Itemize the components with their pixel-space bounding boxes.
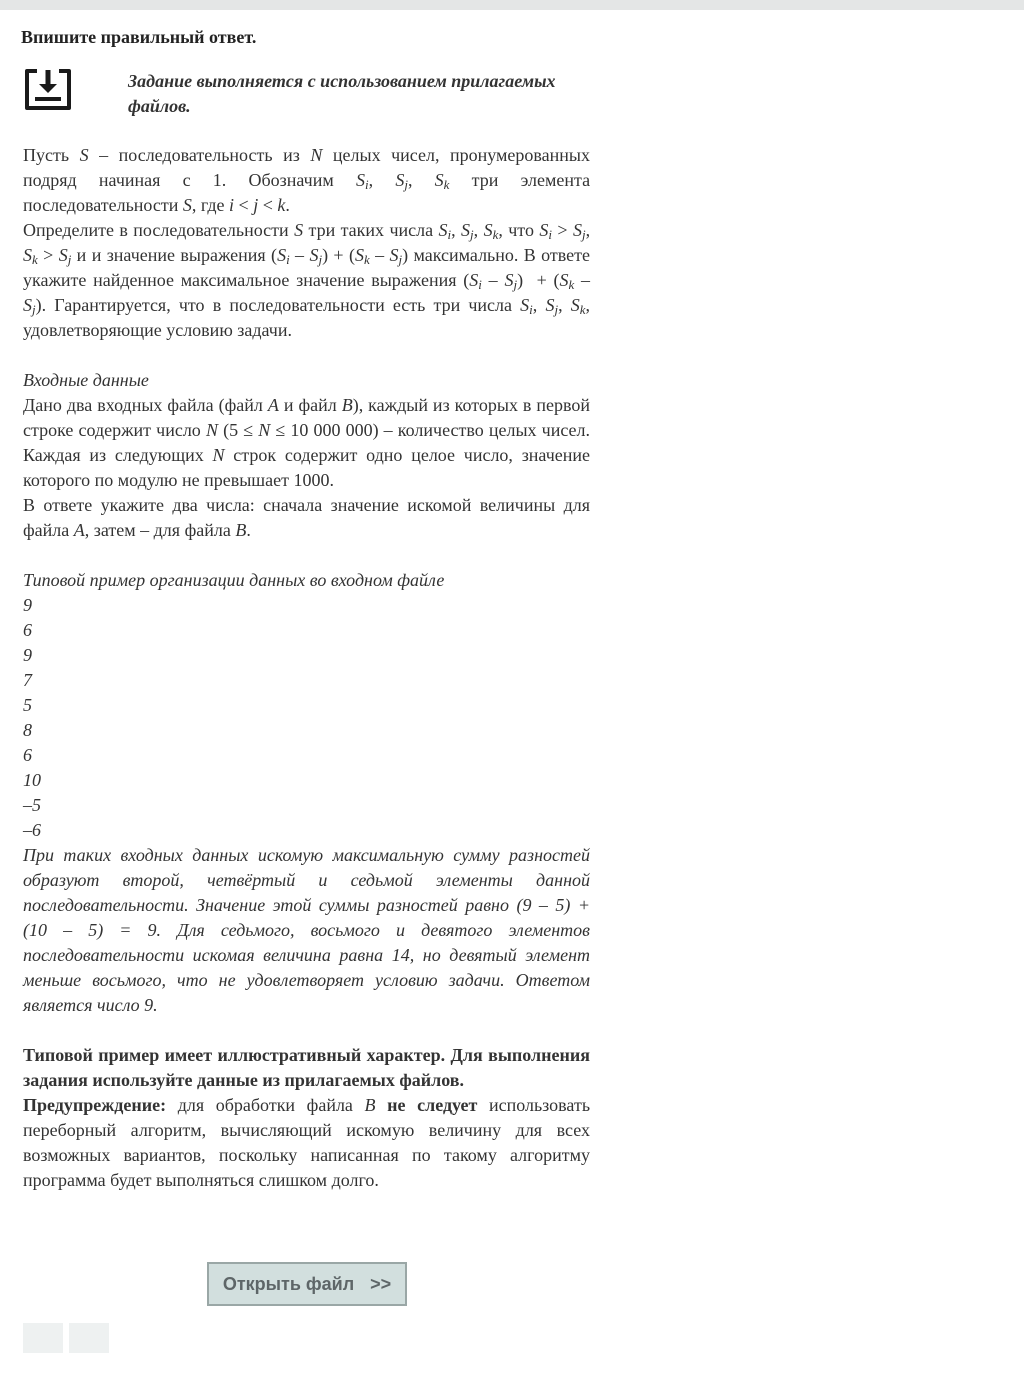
illustrative-note: Типовой пример имеет иллюстративный характер. Для выполнения задания используйте данные из прилагаемых файлов. bbox=[23, 1045, 590, 1090]
warning-text: Предупреждение: для обработки файла B не следует использовать переборный алгоритм, вычисляющий искомую величину для всех возможных вариантов, поскольку написанная по такому алгоритму программа будет выполняться слишком долго. bbox=[23, 1095, 591, 1190]
example-value: 10 bbox=[23, 770, 41, 790]
example-explanation: При таких входных данных искомую максимальную сумму разностей образуют второй, четвёртый и седьмой элементы данной последовательности. Значение этой суммы разностей равно (9 – 5) + (10 – 5) = 9. Для седьмого, восьмого и девятого элементов последовательности искомая величина равна 14, но девятый элемент меньше восьмого, что не удовлетворяет условию задачи. Ответом является число 9. bbox=[23, 845, 590, 1015]
double-arrow-icon: >> bbox=[370, 1273, 392, 1294]
pager-prev-button[interactable] bbox=[23, 1323, 63, 1353]
answer-format: В ответе укажите два числа: сначала значение искомой величины для файла A, затем – для файла B. bbox=[23, 495, 590, 540]
input-heading: Входные данные bbox=[23, 370, 149, 390]
open-file-label: Открыть файл bbox=[222, 1273, 355, 1294]
input-description: Дано два входных файла (файл A и файл B), каждый из которых в первой строке содержит число N (5 ≤ N ≤ 10 000 000) – количество целых чисел. Каждая из следующих N строк содержит одно целое число, значение которого по модулю не превышает 1000. bbox=[23, 395, 591, 490]
example-value: –5 bbox=[23, 795, 41, 815]
example-value: 7 bbox=[23, 670, 32, 690]
example-value: 5 bbox=[23, 695, 32, 715]
example-value: 9 bbox=[23, 595, 32, 615]
example-heading: Типовой пример организации данных во входном файле bbox=[23, 570, 445, 590]
instruction-heading: Впишите правильный ответ. bbox=[21, 27, 257, 47]
download-file-icon[interactable] bbox=[23, 67, 73, 112]
attachment-note: Задание выполняется с использованием прилагаемых файлов. bbox=[128, 71, 556, 116]
pager-next-button[interactable] bbox=[69, 1323, 109, 1353]
problem-intro: Пусть S – последовательность из N целых чисел, пронумерованных подряд начиная с 1. Обозначим $S_i$, $S_j$, $S_k$ три элемента последовательности S, где i < j < k. bbox=[23, 145, 591, 215]
example-value: –6 bbox=[23, 820, 41, 840]
open-file-button[interactable] bbox=[207, 1262, 407, 1306]
example-value: 8 bbox=[23, 720, 32, 740]
example-value: 9 bbox=[23, 645, 32, 665]
example-value: 6 bbox=[23, 620, 32, 640]
example-value: 6 bbox=[23, 745, 32, 765]
problem-condition: Определите в последовательности S три таких числа $S_i$, $S_j$, $S_k$, что $S_i > S_j$, $S_k > S_j$ и и значение выражения $(S_i - S_j) + (S_k - S_j)$ максимально. В ответе укажите найденное максимальное значение выражения $(S_i - S_j) + (S_k - S_j)$. Гарантируется, что в последовательности есть три числа $S_i$, $S_j$, $S_k$, удовлетворяющие условию задачи. bbox=[23, 220, 591, 340]
example-values bbox=[23, 593, 590, 843]
task-content bbox=[23, 143, 590, 1193]
top-bar bbox=[0, 0, 1024, 10]
